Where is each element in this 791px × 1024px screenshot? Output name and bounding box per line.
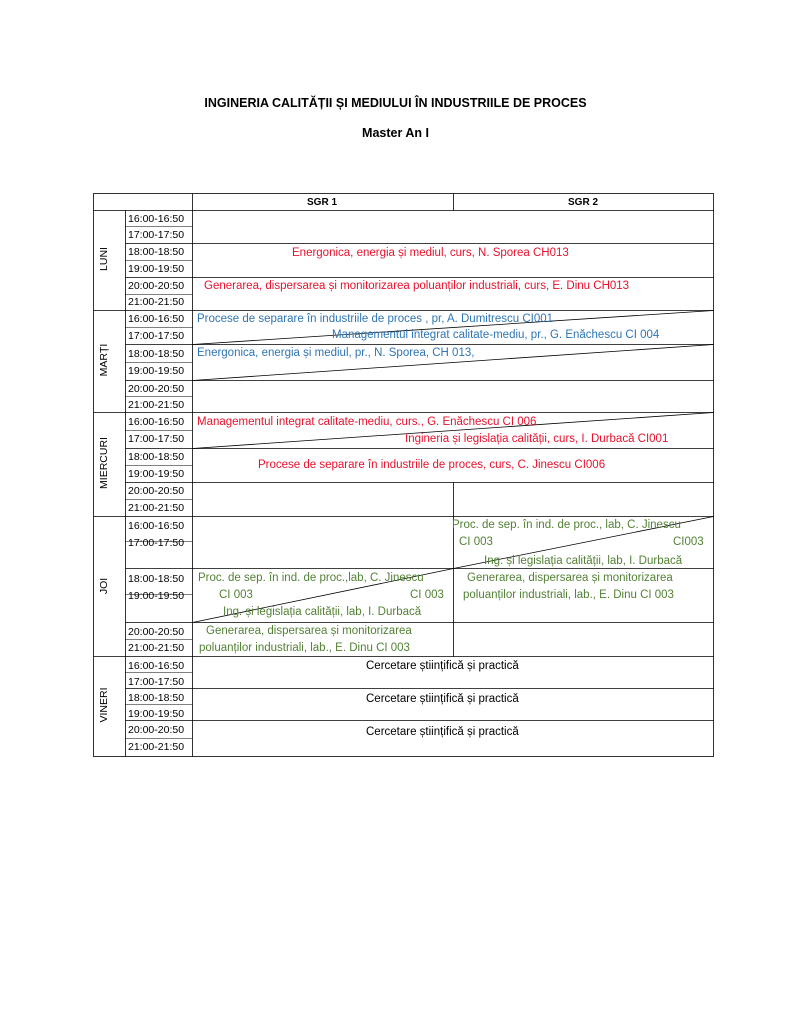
time-slot: 17:00-17:50 bbox=[128, 433, 185, 445]
joi-sgr2-generarea-line1: Generarea, dispersarea și monitorizarea bbox=[467, 572, 673, 584]
marti-management-integrat: Managementul integrat calitate-mediu, pr., G. Enăchescu CI 004 bbox=[332, 329, 660, 341]
time-slot: 20:00-20:50 bbox=[128, 485, 185, 497]
joi-sgr2-proc-sep: Proc. de sep. în ind. de proc., lab, C. Jinescu bbox=[452, 519, 681, 531]
miercuri-procese-separare: Procese de separare în industriile de proces, curs, C. Jinescu CI006 bbox=[258, 459, 606, 471]
day-miercuri: MIERCURI bbox=[98, 437, 110, 489]
header-sgr1: SGR 1 bbox=[307, 197, 338, 208]
time-slot: 17:00-17:50 bbox=[128, 676, 185, 688]
joi-sgr2-generarea-line2: poluanților industriali, lab., E. Dinu CI 003 bbox=[463, 589, 674, 601]
time-slot: 20:00-20:50 bbox=[128, 724, 185, 736]
miercuri-management-integrat: Managementul integrat calitate-mediu, curs., G. Enăchescu CI 006 bbox=[197, 416, 537, 428]
time-slot: 17:00-17:50 bbox=[128, 229, 185, 241]
marti-procese-separare: Procese de separare în industriile de proces , pr, A. Dumitrescu CI001 bbox=[197, 313, 554, 325]
day-marti: MARȚI bbox=[98, 343, 110, 377]
joi-sgr1-generarea-line1: Generarea, dispersarea și monitorizarea bbox=[206, 625, 412, 637]
time-slot: 18:00-18:50 bbox=[128, 451, 185, 463]
time-slot: 16:00-16:50 bbox=[128, 416, 185, 428]
time-slot: 19:00-19:50 bbox=[128, 708, 185, 720]
time-slot: 18:00-18:50 bbox=[128, 573, 185, 585]
joi-sgr1-generarea-line2: poluanților industriali, lab., E. Dinu CI 003 bbox=[199, 642, 410, 654]
time-slot: 21:00-21:50 bbox=[128, 741, 185, 753]
time-slot: 19:00-19:50 bbox=[128, 365, 185, 377]
joi-sgr2-ing-legislatia: Ing. și legislația calității, lab, I. Durbacă bbox=[484, 555, 683, 567]
time-slot: 20:00-20:50 bbox=[128, 280, 185, 292]
time-slot: 17:00-17:50 bbox=[128, 537, 185, 549]
day-vineri: VINERI bbox=[98, 687, 110, 723]
time-slot: 18:00-18:50 bbox=[128, 348, 185, 360]
time-slot: 19:00-19:50 bbox=[128, 468, 185, 480]
vineri-cercetare-1: Cercetare științifică și practică bbox=[366, 660, 519, 672]
luni-course-generarea: Generarea, dispersarea și monitorizarea poluanților industriali, curs, E. Dinu CH013 bbox=[204, 280, 630, 292]
time-slot: 21:00-21:50 bbox=[128, 399, 185, 411]
joi-sgr1-ing-legislatia: Ing. și legislația calității, lab, I. Durbacă bbox=[223, 606, 422, 618]
time-slot: 19:00-19:50 bbox=[128, 590, 185, 602]
time-slot: 16:00-16:50 bbox=[128, 213, 185, 225]
vineri-cercetare-2: Cercetare științifică și practică bbox=[366, 693, 519, 705]
joi-sgr2-room-a: CI 003 bbox=[459, 536, 493, 548]
time-slot: 16:00-16:50 bbox=[128, 520, 185, 532]
time-slot: 21:00-21:50 bbox=[128, 296, 185, 308]
time-slot: 18:00-18:50 bbox=[128, 246, 185, 258]
miercuri-ingineria-legislatia: Ingineria și legislația calității, curs, I. Durbacă CI001 bbox=[405, 433, 669, 445]
header-sgr2: SGR 2 bbox=[568, 197, 599, 208]
vineri-cercetare-3: Cercetare științifică și practică bbox=[366, 726, 519, 738]
joi-sgr1-room-b: CI 003 bbox=[410, 589, 444, 601]
time-slot: 20:00-20:50 bbox=[128, 383, 185, 395]
time-slot: 18:00-18:50 bbox=[128, 692, 185, 704]
document-subtitle: Master An I bbox=[362, 126, 429, 140]
luni-course-energonica: Energonica, energia și mediul, curs, N. Sporea CH013 bbox=[292, 247, 569, 259]
time-slot: 21:00-21:50 bbox=[128, 642, 185, 654]
time-slot: 16:00-16:50 bbox=[128, 660, 185, 672]
time-slot: 21:00-21:50 bbox=[128, 502, 185, 514]
time-slot: 20:00-20:50 bbox=[128, 626, 185, 638]
document-title: INGINERIA CALITĂȚII ȘI MEDIULUI ÎN INDUSTRIILE DE PROCES bbox=[204, 96, 587, 110]
day-luni: LUNI bbox=[98, 247, 110, 271]
marti-energonica: Energonica, energia și mediul, pr., N. Sporea, CH 013, bbox=[197, 347, 475, 359]
time-slot: 19:00-19:50 bbox=[128, 263, 185, 275]
day-joi: JOI bbox=[98, 577, 110, 595]
joi-sgr1-room-a: CI 003 bbox=[219, 589, 253, 601]
joi-sgr1-proc-sep: Proc. de sep. în ind. de proc.,lab, C. Jinescu bbox=[198, 572, 424, 584]
joi-sgr2-room-b: CI003 bbox=[673, 536, 704, 548]
time-slot: 16:00-16:50 bbox=[128, 313, 185, 325]
time-slot: 17:00-17:50 bbox=[128, 330, 185, 342]
